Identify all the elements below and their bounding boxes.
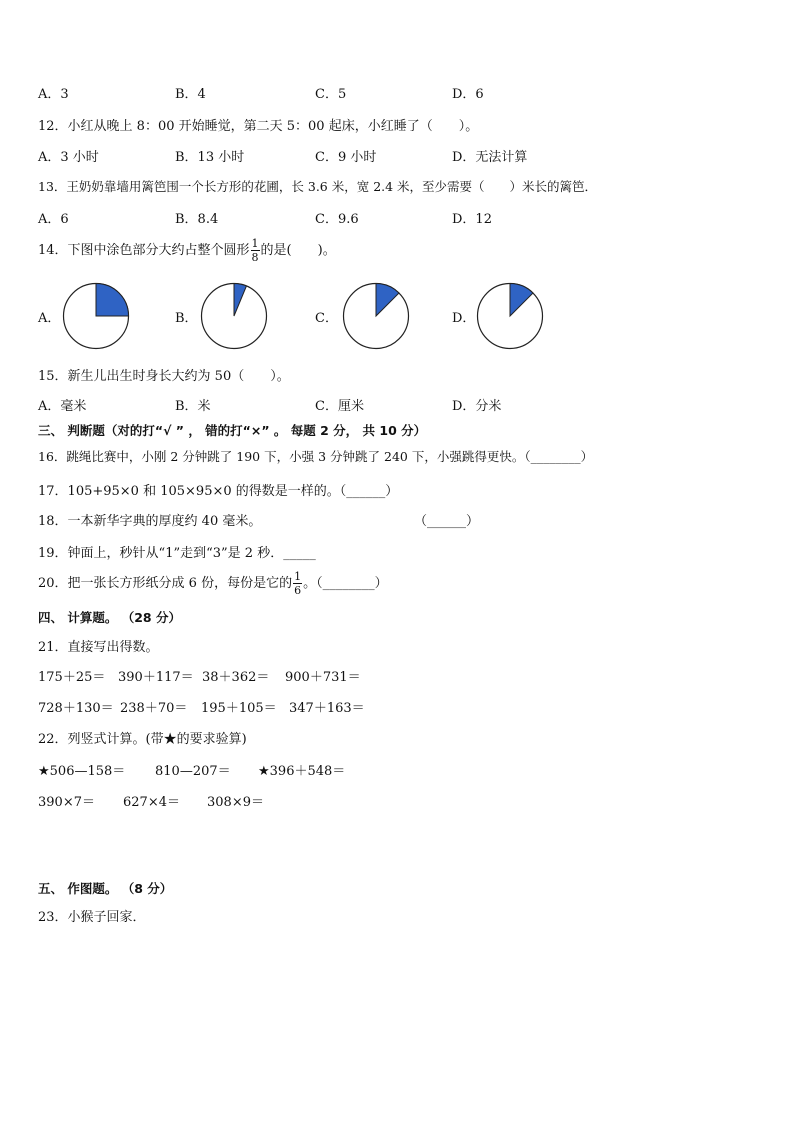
- q21-item-3: 38＋362＝: [202, 670, 270, 685]
- q13-option-d: D．12: [452, 212, 492, 227]
- q12-option-c: C．9 小时: [315, 150, 377, 165]
- q22-item-2: 810—207＝: [155, 764, 231, 779]
- q13-question: 13．王奶奶靠墙用篱笆围一个长方形的花圃，长 3.6 米，宽 2.4 米，至少需要（ ）米长的篱笆．: [38, 179, 598, 194]
- q21-item-7: 195＋105＝: [201, 701, 277, 716]
- q14-text-after: 的是( )。: [260, 243, 336, 258]
- q21-item-8: 347＋163＝: [289, 701, 365, 716]
- q18-answer-blank: （______）: [414, 514, 480, 529]
- q22-item-6: 308×9＝: [207, 795, 264, 810]
- q11-option-a: A．3: [38, 87, 69, 102]
- q12-option-b: B．13 小时: [175, 150, 245, 165]
- q14-pie-a: [61, 281, 131, 351]
- q14-question: [38, 236, 336, 266]
- q15-option-c: C．厘米: [315, 399, 364, 414]
- q15-option-a: A．毫米: [38, 399, 87, 414]
- q17-question: 17．105+95×0 和 105×95×0 的得数是一样的。（______）: [38, 484, 399, 499]
- q13-option-c: C．9.6: [315, 212, 359, 227]
- q16-question: 16．跳绳比赛中，小刚 2 分钟跳了 190 下，小强 3 分钟跳了 240 下，小强跳得更快。（________）: [38, 449, 594, 464]
- q11-option-b: B．4: [175, 87, 206, 102]
- q14-option-c: C．: [315, 311, 338, 326]
- q14-pie-c: [341, 281, 411, 351]
- q14-option-a: A．: [38, 311, 61, 326]
- q15-option-d: D．分米: [452, 399, 502, 414]
- q14-pie-a-shaded-slice: [96, 284, 129, 317]
- section-4-title: 四、 计算题。 （28 分）: [38, 610, 181, 625]
- q22-item-1: ★506—158＝: [38, 764, 126, 779]
- q12-question: 12．小红从晚上 8：00 开始睡觉，第二天 5：00 起床，小红睡了（ ）。: [38, 119, 479, 134]
- section-5-title: 五、 作图题。 （8 分）: [38, 881, 173, 896]
- q14-frac-numerator: 1: [251, 237, 259, 250]
- q20-fraction: [293, 571, 302, 596]
- q20-frac-numerator: 1: [294, 570, 302, 583]
- q22-question: 22．列竖式计算。(带★的要求验算): [38, 732, 247, 747]
- q11-option-c: C．5: [315, 87, 347, 102]
- q20-text-before: 20．把一张长方形纸分成 6 份，每份是它的: [38, 576, 293, 591]
- q21-item-6: 238＋70＝: [120, 701, 188, 716]
- q19-question: 19．钟面上，秒针从“1”走到“3”是 2 秒．_____: [38, 546, 316, 561]
- q14-pie-b: [199, 281, 269, 351]
- q14-option-b: B．: [175, 311, 198, 326]
- q14-text-before: 14．下图中涂色部分大约占整个圆形: [38, 243, 250, 258]
- q13-option-b: B．8.4: [175, 212, 219, 227]
- q20-question: [38, 567, 388, 601]
- q13-option-a: A．6: [38, 212, 69, 227]
- q20-text-after: 。（________）: [303, 576, 388, 591]
- q14-fraction: [251, 238, 260, 263]
- q18-question: 18．一本新华字典的厚度约 40 毫米。: [38, 514, 262, 529]
- q22-item-4: 390×7＝: [38, 795, 95, 810]
- q21-item-4: 900＋731＝: [285, 670, 361, 685]
- q11-option-d: D．6: [452, 87, 484, 102]
- q21-question: 21．直接写出得数。: [38, 640, 159, 655]
- q20-frac-denominator: 6: [294, 584, 302, 597]
- q12-option-d: D．无法计算: [452, 150, 528, 165]
- q23-question: 23．小猴子回家．: [38, 910, 146, 925]
- q22-item-5: 627×4＝: [123, 795, 180, 810]
- q14-option-d: D．: [452, 311, 476, 326]
- q15-option-b: B．米: [175, 399, 211, 414]
- q15-question: 15．新生儿出生时身长大约为 50（ ）。: [38, 369, 290, 384]
- q21-item-5: 728＋130＝: [38, 701, 114, 716]
- section-3-title: 三、 判断题（对的打“√ ” ， 错的打“×” 。 每题 2 分， 共 10 分）: [38, 423, 427, 438]
- q21-item-2: 390＋117＝: [118, 670, 194, 685]
- q14-frac-denominator: 8: [251, 251, 259, 264]
- q22-item-3: ★396＋548＝: [258, 764, 346, 779]
- q21-item-1: 175＋25＝: [38, 670, 106, 685]
- q12-option-a: A．3 小时: [38, 150, 99, 165]
- q14-pie-d: [475, 281, 545, 351]
